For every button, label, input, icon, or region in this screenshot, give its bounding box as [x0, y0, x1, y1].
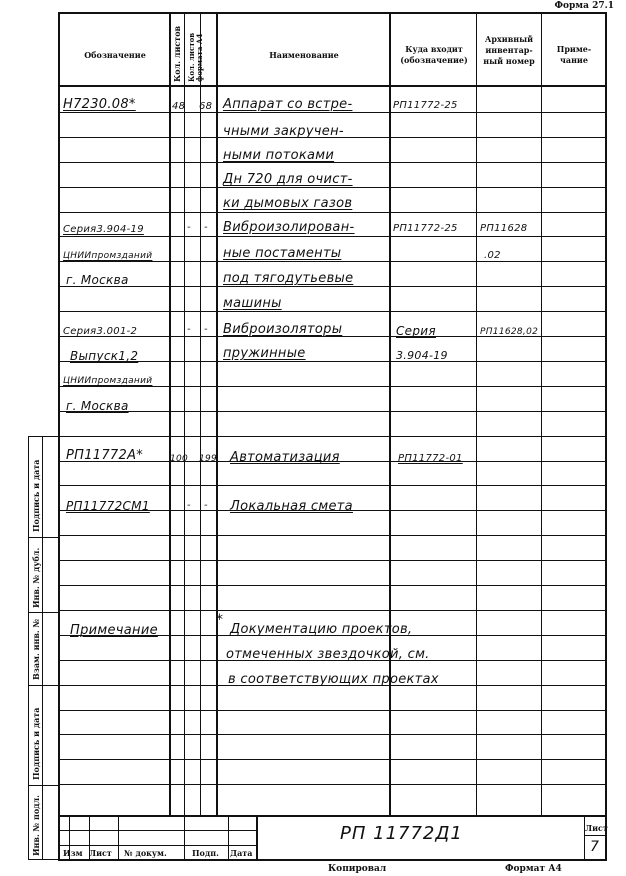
row-line	[58, 710, 607, 711]
row-line	[58, 560, 607, 561]
side-label-inv-dubl: Инв. № дубл.	[31, 547, 41, 608]
footer-copied: Копировал	[328, 864, 387, 874]
cell-name: Аппарат со встре-	[223, 97, 353, 112]
note-line-3: в соответствующих проектах	[228, 672, 439, 687]
cell-name: машины	[223, 296, 282, 311]
cell-designation: Серия3.001-2	[63, 326, 138, 337]
row-line	[58, 535, 607, 536]
row-line	[58, 585, 607, 586]
tb-col-6	[256, 815, 258, 860]
cell-archive: РП11628	[480, 223, 528, 234]
cell-sheets: -	[187, 222, 191, 233]
col-line-1	[169, 12, 171, 816]
tb-data: Дата	[230, 848, 253, 858]
cell-name: Автоматизация	[230, 450, 340, 465]
row-line	[58, 610, 607, 611]
side-label-vzam: Взам. инв. №	[31, 618, 41, 680]
cell-name: Локальная смета	[230, 499, 353, 514]
cell-designation: Н7230.08*	[63, 97, 136, 112]
row-line	[58, 759, 607, 760]
row-line	[58, 485, 607, 486]
title-block-row-1	[58, 830, 256, 831]
cell-name: Виброизоляторы	[223, 322, 343, 337]
col-line-3	[200, 12, 201, 816]
footer-format: Формат А4	[505, 864, 562, 874]
cell-name: ные постаменты	[223, 246, 342, 261]
title-block-top	[58, 815, 607, 817]
cell-name: ки дымовых газов	[223, 196, 353, 211]
row-line	[58, 436, 607, 437]
cell-name: Дн 720 для очист-	[223, 172, 353, 187]
side-label-podpis-2: Подпись и дата	[31, 707, 41, 780]
header-archive-3: ный номер	[483, 56, 535, 66]
header-note-1: Приме-	[556, 44, 592, 54]
side-strip-div-4	[28, 785, 58, 786]
side-strip-div-3	[28, 685, 58, 686]
cell-a4: -	[204, 500, 208, 511]
cell-sheets: 100	[170, 454, 189, 464]
col-line-4	[216, 12, 218, 816]
col-line-6	[476, 12, 477, 816]
side-label-inv-podl: Инв. № подл.	[31, 795, 41, 856]
cell-where: РП11772-25	[393, 223, 458, 234]
side-strip-right	[42, 436, 43, 860]
tb-col-5	[228, 815, 229, 860]
cell-name: ными потоками	[223, 148, 335, 163]
side-label-podpis-1: Подпись и дата	[31, 459, 41, 532]
cell-sheets: -	[187, 500, 191, 511]
cell-a4: -	[204, 222, 208, 233]
row-line	[58, 361, 607, 362]
cell-where: Серия	[396, 324, 436, 338]
cell-archive: .02	[484, 250, 501, 261]
frame-bottom	[58, 859, 607, 861]
cell-designation: г. Москва	[66, 399, 129, 413]
tb-sheet-no: 7	[590, 839, 600, 855]
tb-col-4	[184, 815, 185, 860]
cell-sheets: -	[187, 324, 191, 335]
tb-col-3	[118, 815, 119, 860]
note-line-2: отмеченных звездочкой, см.	[226, 647, 430, 662]
cell-a4: -	[204, 324, 208, 335]
side-strip-left	[28, 436, 29, 860]
col-line-2	[184, 12, 185, 816]
row-line	[58, 212, 607, 213]
col-line-5	[389, 12, 391, 816]
row-line	[58, 311, 607, 312]
form-label: Форма 27.1	[554, 1, 614, 11]
tb-izm: Изм	[63, 848, 83, 858]
cell-name: под тягодутьевые	[223, 271, 354, 286]
row-line	[58, 411, 607, 412]
cell-designation: ЦНИИпромзданий	[63, 376, 153, 386]
cell-where: РП11772-25	[393, 100, 458, 111]
header-where-used-1: Куда входит	[405, 44, 463, 54]
col-line-7	[541, 12, 542, 816]
cell-designation: РП11772СМ1	[66, 499, 150, 513]
header-where-used-2: (обозначение)	[400, 55, 468, 65]
cell-name: Виброизолирован-	[223, 220, 355, 235]
frame-top	[58, 12, 607, 14]
cell-designation: Серия3.904-19	[63, 224, 144, 235]
cell-archive: РП11628,02	[480, 327, 539, 337]
cell-designation: г. Москва	[66, 273, 129, 287]
cell-where: РП11772-01	[398, 453, 463, 464]
side-strip-div-2	[28, 612, 58, 613]
header-divider	[58, 85, 607, 87]
document-code: РП 11772Д1	[340, 823, 463, 844]
header-designation: Обозначение	[84, 50, 146, 60]
note-line-1: Документацию проектов,	[230, 622, 413, 637]
side-strip-top	[28, 436, 58, 437]
tb-col-7	[584, 815, 585, 860]
note-star: *	[216, 612, 224, 628]
header-note-2: чание	[560, 55, 588, 65]
header-sheets-count: Кол. листов	[172, 25, 182, 82]
side-strip-bottom	[28, 859, 58, 860]
tb-podp: Подп.	[192, 848, 219, 858]
cell-designation: РП11772А*	[66, 448, 144, 463]
cell-designation: ЦНИИпромзданий	[63, 251, 153, 261]
header-archive-1: Архивный	[484, 34, 534, 44]
tb-sheet-divider	[584, 835, 606, 836]
cell-where: 3.904-19	[396, 349, 448, 362]
cell-sheets: 48	[172, 101, 186, 112]
header-name: Наименование	[269, 50, 339, 60]
cell-name: чными закручен-	[223, 124, 344, 139]
note-label: Примечание	[70, 623, 158, 638]
tb-list: Лист	[89, 848, 112, 858]
tb-doc-no: № докум.	[124, 848, 167, 858]
header-archive-2: инвентар-	[485, 45, 533, 55]
cell-designation: Выпуск1,2	[70, 349, 139, 363]
cell-a4: 68	[199, 101, 213, 112]
header-a4-count: Кол. листов формата А4	[187, 32, 204, 82]
row-line	[58, 784, 607, 785]
tb-sheet-label: Лист	[585, 823, 608, 833]
cell-a4: 199	[199, 454, 218, 464]
side-strip-div-1	[28, 537, 58, 538]
cell-name: пружинные	[223, 346, 306, 361]
row-line	[58, 734, 607, 735]
title-block-row-2	[58, 845, 256, 846]
